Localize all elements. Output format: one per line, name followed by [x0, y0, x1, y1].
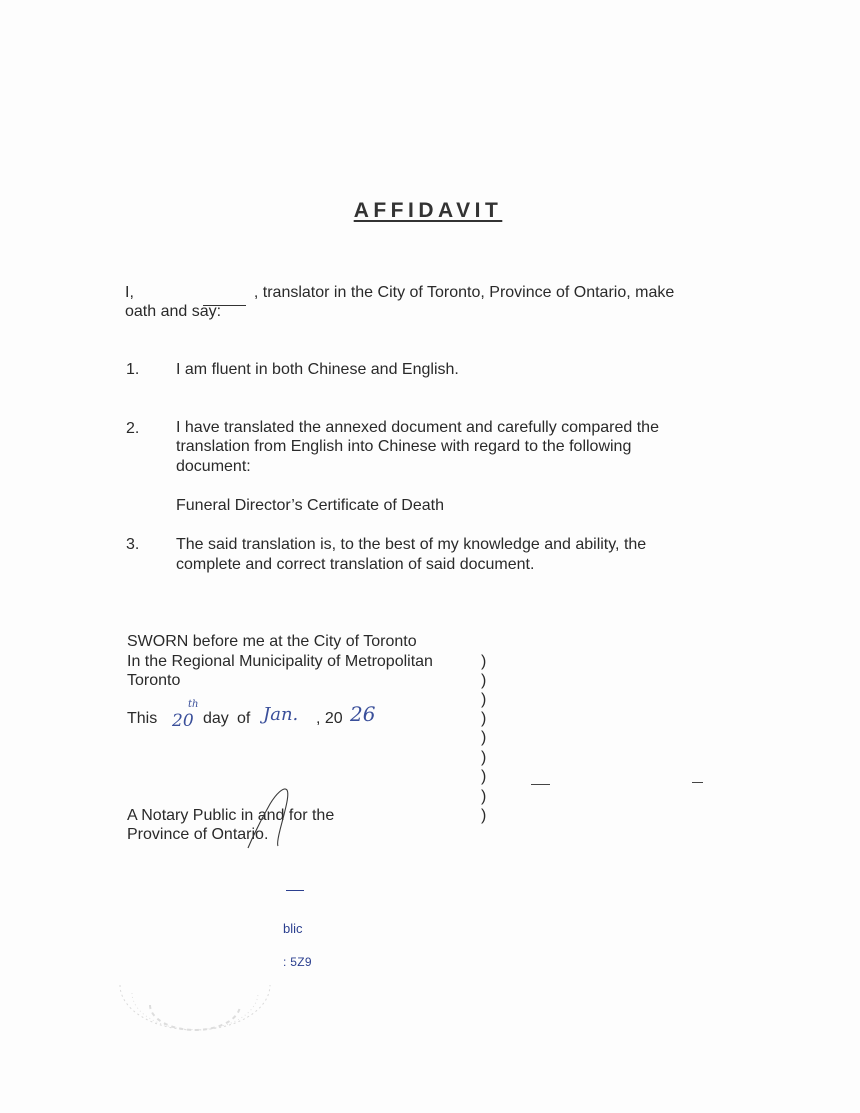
bracket-paren: ) — [481, 768, 487, 785]
intro-text: , translator in the City of Toronto, Province of Ontario, make — [253, 284, 675, 301]
bracket-paren: ) — [481, 672, 487, 689]
item-3-line-2: complete and correct translation of said document. — [176, 556, 535, 573]
handwritten-month: Jan. — [263, 704, 299, 725]
bracket-paren: ) — [481, 653, 487, 670]
intro-line-2: oath and say: — [125, 303, 222, 320]
item-1-text: I am fluent in both Chinese and English. — [176, 361, 459, 378]
notary-line-1: A Notary Public in and for the — [127, 807, 335, 824]
signature-line-left — [531, 784, 550, 785]
embossed-seal — [110, 955, 280, 1050]
signature-line-right — [692, 782, 703, 783]
handwritten-year: 26 — [350, 702, 376, 726]
bracket-paren: ) — [481, 788, 487, 805]
notary-line-2: Province of Ontario. — [127, 826, 269, 843]
item-2-line-2: translation from English into Chinese with regard to the following — [176, 438, 632, 455]
item-2-line-3: document: — [176, 458, 251, 475]
stamp-text-public: blic — [283, 921, 303, 936]
notary-signature — [240, 782, 300, 857]
bracket-paren: ) — [481, 749, 487, 766]
sworn-line-1: SWORN before me at the City of Toronto — [127, 633, 417, 650]
item-1-number: 1. — [126, 361, 140, 378]
stamp-line — [286, 890, 304, 891]
date-of-label: of — [237, 710, 251, 727]
bracket-paren: ) — [481, 710, 487, 727]
item-2-number: 2. — [126, 420, 140, 437]
item-3-number: 3. — [126, 536, 140, 553]
date-year-prefix: , 20 — [316, 710, 343, 727]
bracket-paren: ) — [481, 807, 487, 824]
item-2-line-1: I have translated the annexed document and carefully compared the — [176, 419, 659, 436]
intro-pronoun: I, — [125, 284, 134, 301]
bracket-paren: ) — [481, 691, 487, 708]
date-this-label: This — [127, 710, 158, 727]
intro-line-1 — [125, 283, 674, 303]
date-day-label: day — [203, 710, 229, 727]
translated-document-name: Funeral Director’s Certificate of Death — [176, 497, 444, 514]
stamp-text-code: : 5Z9 — [283, 955, 312, 969]
handwritten-day: 20 — [172, 711, 194, 731]
document-title: AFFIDAVIT — [353, 199, 503, 222]
sworn-line-2: In the Regional Municipality of Metropolitan — [127, 653, 433, 670]
item-3-line-1: The said translation is, to the best of my knowledge and ability, the — [176, 536, 647, 553]
handwritten-day-suffix: th — [188, 699, 199, 710]
bracket-paren: ) — [481, 729, 487, 746]
sworn-line-3: Toronto — [127, 672, 181, 689]
